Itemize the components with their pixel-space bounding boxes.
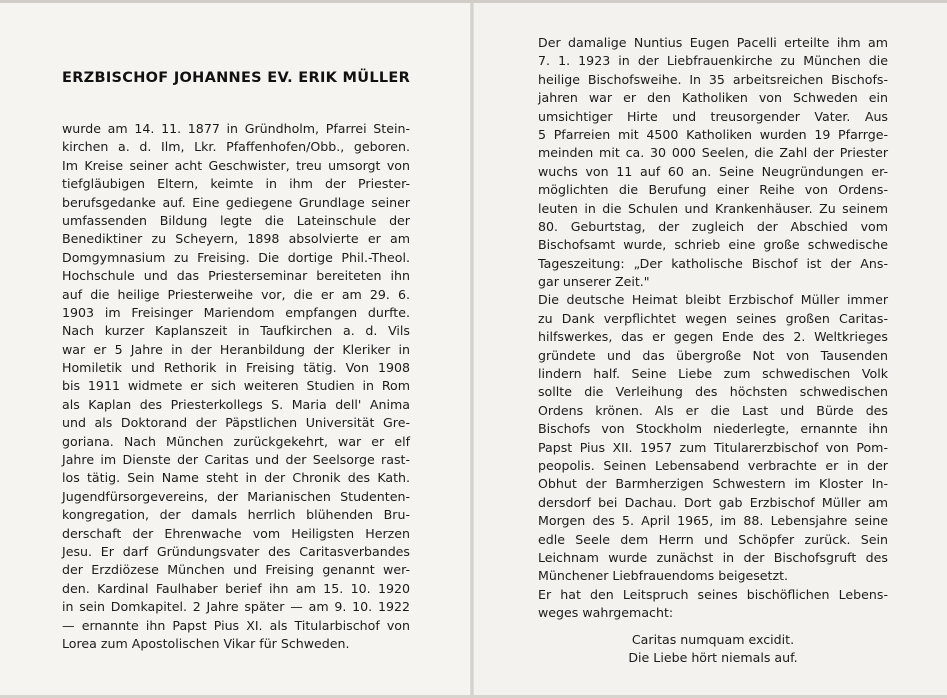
page-title: ERZBISCHOF JOHANNES EV. ERIK MÜLLER bbox=[62, 70, 411, 86]
text-line: Morgen des 5. April 1965, im 88. Lebensjahre seine bbox=[538, 513, 888, 529]
text-line: weges wahrgemacht: bbox=[538, 605, 674, 621]
right-page bbox=[472, 0, 947, 698]
text-line: Nach kurzer Kaplanszeit in Taufkirchen a. d. Vils bbox=[62, 323, 410, 339]
text-line: tiefgläubigen Eltern, keimte in ihm der Priester- bbox=[62, 176, 410, 192]
text-line: möglichten die Berufung einer Reihe von Ordens- bbox=[538, 182, 888, 198]
motto-line: Caritas numquam excidit. bbox=[631, 631, 795, 647]
text-line: berufsgedanke auf. Eine gediegene Grundlage seiner bbox=[62, 194, 410, 210]
text-line: Im Kreise seiner acht Geschwister, treu umsorgt von bbox=[62, 157, 410, 173]
text-line: umfassenden Bildung legte die Lateinschule der bbox=[62, 212, 410, 228]
text-line: Jugendfürsorgevereins, der Marianischen Studenten- bbox=[62, 488, 410, 504]
text-line: Tageszeitung: „Der katholische Bischof ist der Ans- bbox=[538, 255, 888, 271]
text-line: gar unserer Zeit." bbox=[538, 274, 650, 290]
text-line: Benediktiner zu Scheyern, 1898 absolvierte er am bbox=[62, 231, 410, 247]
text-line: der Erzdiözese München und Freising genannt wer- bbox=[62, 562, 410, 578]
text-line: umsichtiger Hirte und treusorgender Vater. Aus bbox=[538, 108, 888, 124]
text-line: 1903 im Freisinger Mariendom empfangen durfte. bbox=[62, 304, 410, 320]
text-line: peopolis. Seinen Lebensabend verbrachte er in der bbox=[538, 457, 888, 473]
text-line: auf die heilige Priesterweihe vor, die er am 29. 6. bbox=[62, 286, 410, 302]
text-line: Lorea zum Apostolischen Vikar für Schweden. bbox=[62, 635, 350, 651]
text-line: Domgymnasium zu Freising. Die dortige Phil.-Theol. bbox=[62, 249, 410, 265]
text-line: 7. 1. 1923 in der Liebfrauenkirche zu München die bbox=[538, 53, 888, 69]
text-line: heilige Bischofsweihe. In 35 arbeitsreichen Bischofs- bbox=[538, 71, 888, 87]
text-line: hilfswerkes, das er gegen Ende des 2. Weltkrieges bbox=[538, 329, 888, 345]
text-line: los tätig. Sein Name steht in der Chronik des Kath. bbox=[62, 470, 410, 486]
text-line: edle Seele dem Herrn und Schöpfer zurück. Sein bbox=[538, 531, 888, 547]
text-line: kongregation, der damals herrlich blühenden Bru- bbox=[62, 507, 410, 523]
text-line: Er hat den Leitspruch seines bischöflichen Lebens- bbox=[538, 586, 888, 602]
text-line: 80. Geburtstag, der zugleich der Abschied vom bbox=[538, 218, 888, 234]
text-line: Bischofsamt wurde, schrieb eine große schwedische bbox=[538, 237, 888, 253]
text-line: zu Dank verpflichtet wegen seines großen Caritas- bbox=[538, 310, 888, 326]
motto-line: Die Liebe hört niemals auf. bbox=[628, 649, 798, 665]
text-line: Hochschule und das Priesterseminar bereiteten ihn bbox=[62, 268, 410, 284]
text-line: Ordens krönen. Als er die Last und Bürde des bbox=[538, 402, 888, 418]
text-line: gründete und das übergroße Not von Tausenden bbox=[538, 347, 888, 363]
text-line: — ernannte ihn Papst Pius XI. als Titularbischof von bbox=[62, 617, 410, 633]
text-line: Leichnam wurde zunächst in der Bischofsgruft des bbox=[538, 549, 888, 565]
text-line: jahren war er den Katholiken von Schweden ein bbox=[538, 90, 888, 106]
text-line: bis 1911 widmete er sich weiteren Studien in Rom bbox=[62, 378, 410, 394]
text-line: Jahre im Dienste der Caritas und der Seelsorge rast- bbox=[62, 452, 410, 468]
text-line: leuten in die Schulen und Krankenhäuser. Zu seinem bbox=[538, 200, 888, 216]
text-line: in sein Domkapitel. 2 Jahre später — am 9. 10. 1922 bbox=[62, 599, 410, 615]
text-line: Jesu. Er darf Gründungsvater des Caritasverbandes bbox=[62, 543, 410, 559]
text-line: wuchs von 11 auf 60 an. Seine Neugründungen er- bbox=[538, 163, 888, 179]
text-line: goriana. Nach München zurückgekehrt, war er elf bbox=[62, 433, 410, 449]
text-line: Münchener Liebfrauendoms beigesetzt. bbox=[538, 568, 789, 584]
text-line: Papst Pius XII. 1957 zum Titularerzbischof von Pom- bbox=[538, 439, 888, 455]
right-text-column bbox=[538, 34, 888, 667]
left-text-column bbox=[62, 120, 410, 653]
page-fold bbox=[470, 0, 474, 698]
text-line: und als Doktorand der Päpstlichen Universität Gre- bbox=[62, 415, 410, 431]
text-line: Obhut der Barmherzigen Schwestern im Kloster In- bbox=[538, 476, 888, 492]
text-line: 5 Pfarreien mit 4500 Katholiken wurden 19 Pfarrge- bbox=[538, 126, 888, 142]
motto-spacer bbox=[538, 623, 888, 631]
text-line: war er 5 Jahre in der Heranbildung der Kleriker in bbox=[62, 341, 410, 357]
text-line: kirchen a. d. Ilm, Lkr. Pfaffenhofen/Obb., geboren. bbox=[62, 139, 410, 155]
text-line: sollte die Verleihung des höchsten schwedischen bbox=[538, 384, 888, 400]
text-line: Der damalige Nuntius Eugen Pacelli erteilte ihm am bbox=[538, 35, 888, 50]
left-page bbox=[0, 0, 472, 698]
text-line: dersdorf bei Dachau. Dort gab Erzbischof Müller am bbox=[538, 494, 888, 510]
text-line: Homiletik und Rethorik in Freising tätig. Von 1908 bbox=[62, 360, 410, 376]
text-line: Die deutsche Heimat bleibt Erzbischof Müller immer bbox=[538, 292, 888, 308]
text-line: meinden mit ca. 30 000 Seelen, die Zahl der Priester bbox=[538, 145, 888, 161]
text-line: lindern half. Seine Liebe zum schwedischen Volk bbox=[538, 366, 888, 382]
text-line: den. Kardinal Faulhaber berief ihn am 15. 10. 1920 bbox=[62, 580, 410, 596]
text-line: derschaft der Ehrenwache vom Heiligsten Herzen bbox=[62, 525, 410, 541]
text-line: Bischofs von Stockholm niederlegte, ernannte ihn bbox=[538, 421, 888, 437]
text-line: als Kaplan des Priesterkollegs S. Maria dell' Anima bbox=[62, 396, 410, 412]
text-line: wurde am 14. 11. 1877 in Gründholm, Pfarrei Stein- bbox=[62, 121, 410, 136]
top-edge bbox=[0, 0, 947, 3]
